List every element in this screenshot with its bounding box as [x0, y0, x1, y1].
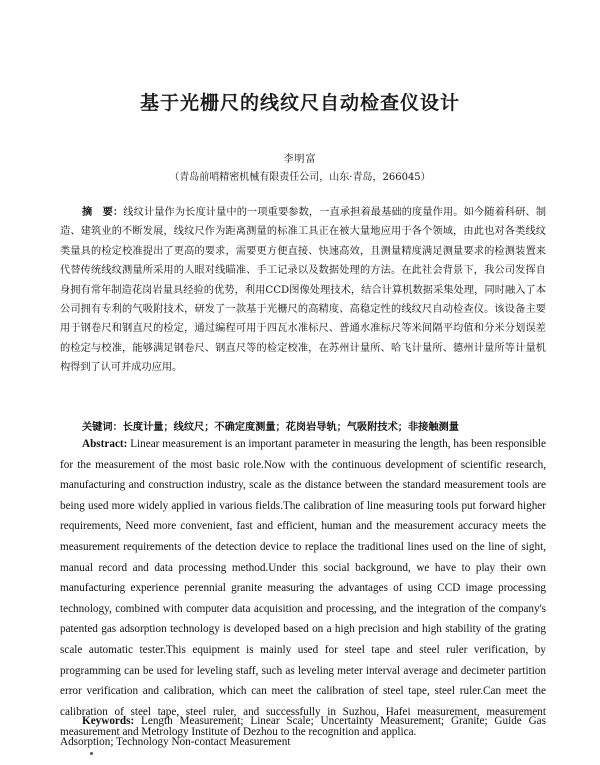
abstract-english-label: Abstract: — [82, 438, 128, 450]
keywords-chinese-text: 长度计量；线纹尺；不确定度测量；花岗岩导轨；气吸附技术；非接触测量 — [122, 421, 459, 433]
keywords-english — [60, 711, 546, 752]
author-name: 李明富 — [283, 154, 317, 165]
paper-title: 基于光栅尺的线纹尺自动检查仪设计 — [139, 92, 460, 114]
keywords-chinese-label: 关键词： — [82, 421, 123, 433]
scan-speck — [90, 752, 93, 755]
abstract-chinese-label: 摘 要： — [82, 206, 124, 218]
author-affiliation: （青岛前哨精密机械有限责任公司，山东·青岛，266045） — [169, 172, 431, 183]
keywords-english-text: Length Measurement; Linear Scale; Uncertainty Measurement; Granite; Guide Gas Adsorption; Technology Non-contact Measurement — [60, 715, 546, 748]
abstract-chinese — [60, 203, 546, 378]
abstract-english — [60, 434, 546, 743]
keywords-english-label: Keywords: — [82, 715, 135, 727]
abstract-chinese-text: 线纹计量作为长度计量中的一项重要参数，一直承担着最基础的度量作用。如今随着科研、制造、建筑业的不断发展，线纹尺作为距离测量的标准工具正在被大量地应用于各个领域，由此也对各类线纹类量具的检定校准提出了更高的要求，需要更方便直接、快速高效，且测量精度满足测量要求的检测装置来代替传统线纹测量所采用的人眼对线瞄准、手工记录以及数据处理的方法。在此社会背景下，我公司发挥自身拥有常年制造花岗岩量具经验的优势，利用CCD图像处理技术，结合计算机数据采集处理，同时融入了本公司拥有专利的气吸附技术，研发了一款基于光栅尺的高精度、高稳定性的线纹尺自动检查仪。该设备主要用于钢卷尺和钢直尺的检定，通过编程可用于四瓦水准标尺、普通水准标尺等米间隔平均值和分米分划误差的检定与校准，能够满足钢卷尺、钢直尺等的检定校准，在苏州计量所、哈飞计量所、德州计量所等计量机构得到了认可并成功应用。 — [60, 207, 547, 374]
abstract-english-text: Linear measurement is an important parameter in measuring the length, has been responsible for the measurement of the most basic role.Now with the continuous development of scientific research, manufacturing and construction industry, scale as the distance between the standard measurement tools are being used more widely applied in various fields.The calibration of line measuring tools put forward higher requirements, Need more convenient, fast and efficient, human and the measurement accuracy meets the measurement requirements of the detection device to replace the traditional lines used on the line of sight, manual record and data processing method.Under this social background, we have to play their own manufacturing experience perennial granite measuring the advantages of using CCD image processing technology, combined with computer data acquisition and processing, and the integration of the company's patented gas adsorption technology is developed based on a high precision and high stability of the grating scale automatic tester.This equipment is mainly used for steel tape and steel ruler verification, by programming can be used for leveling staff, such as leveling meter interval average and decimeter partition error verification and calibration, which can meet the calibration of steel tape, steel ruler.Can meet the calibration of steel tape, steel ruler, and successfully in Suzhou, Hafei measurement, measurement measurement and Metrology Institute of Dezhou to the recognition and applica. — [60, 438, 547, 739]
